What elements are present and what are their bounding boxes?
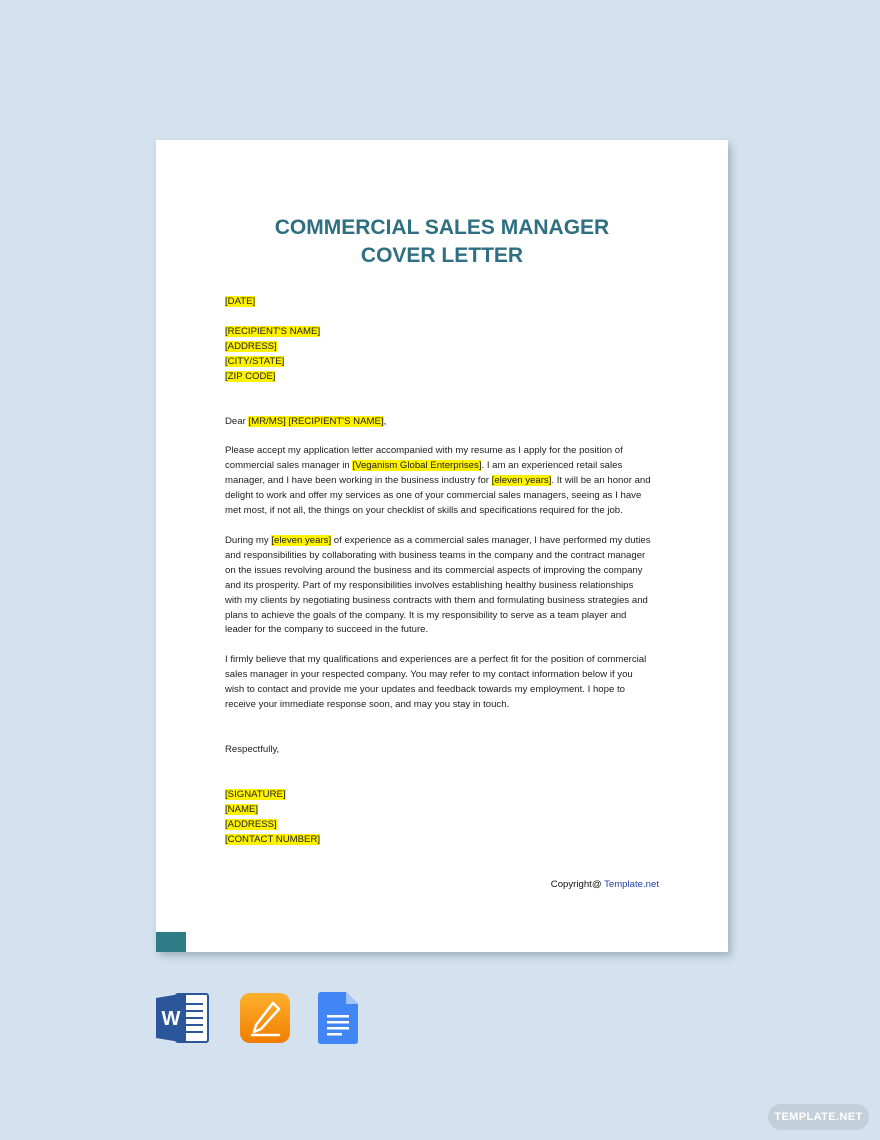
paragraph-3: I firmly believe that my qualifications and experiences are a perfect fit for the position of commercial sales manager in your respected company. You may refer to my contact information below if you wish to contact and provide me your updates and feedback towards my employment. I hope to receive your immediate response soon, and may you stay in touch.	[225, 654, 647, 711]
address-placeholder: [ADDRESS]	[225, 340, 277, 352]
google-docs-icon[interactable]	[318, 992, 358, 1049]
contact-number-placeholder: [CONTACT NUMBER]	[225, 833, 321, 845]
company-placeholder: [Veganism Global Enterprises]	[352, 460, 482, 472]
pages-icon[interactable]	[239, 992, 291, 1049]
copyright-link[interactable]: Template.net	[604, 879, 659, 890]
signature-placeholder: [SIGNATURE]	[225, 788, 286, 800]
letter-body	[225, 295, 665, 847]
document-title	[156, 214, 728, 270]
corner-accent	[156, 932, 186, 952]
recipient-block	[225, 325, 665, 385]
salutation-placeholder: [MR/MS] [RECIPIENT'S NAME]	[248, 415, 384, 427]
paragraph-1: Please accept my application letter accompanied with my resume as I apply for the position of commercial sales manager in [Veganism Global Enterprises]. I am an experienced retail sales manager, and I have been working in the business industry for [eleven years]. It will be an honor and delight to work and offer my services as one of your commercial sales managers, seeing as I have met most, if not all, the things on your checklist of skills and specifications required for the job.	[225, 445, 651, 517]
city-state-placeholder: [CITY/STATE]	[225, 355, 285, 367]
document-page	[156, 140, 728, 952]
paragraph-2: During my [eleven years] of experience as a commercial sales manager, I have performed my duties and responsibilities by collaborating with business teams in the company and the contract manager on the issues revolving around the business and its commercial aspects of improving the company and its prosperity. Part of my responsibilities involves establishing healthy business relationships with my clients by negotiating business contracts with them and formulating business strategies and plans to achieve the goals of the company. It is my responsibility to serve as a team player and leader for the company to succeed in the future.	[225, 534, 651, 636]
years-placeholder: [eleven years]	[271, 534, 332, 546]
sender-address-placeholder: [ADDRESS]	[225, 818, 277, 830]
years-placeholder: [eleven years]	[491, 475, 552, 487]
title-line-1: COMMERCIAL SALES MANAGER	[274, 216, 610, 239]
salutation: Dear [MR/MS] [RECIPIENT'S NAME],	[225, 415, 387, 427]
copyright-line: Copyright@ Template.net	[550, 879, 659, 890]
recipient-name-placeholder: [RECIPIENT'S NAME]	[225, 325, 321, 337]
zip-placeholder: [ZIP CODE]	[225, 370, 276, 382]
name-placeholder: [NAME]	[225, 803, 259, 815]
word-icon[interactable]	[156, 992, 210, 1049]
template-net-badge[interactable]: TEMPLATE.NET	[768, 1104, 869, 1130]
svg-text:W: W	[161, 1008, 181, 1030]
date-placeholder: [DATE]	[225, 296, 256, 307]
title-line-2: COVER LETTER	[360, 244, 524, 267]
signature-block	[225, 788, 665, 848]
closing: Respectfully,	[225, 743, 280, 755]
